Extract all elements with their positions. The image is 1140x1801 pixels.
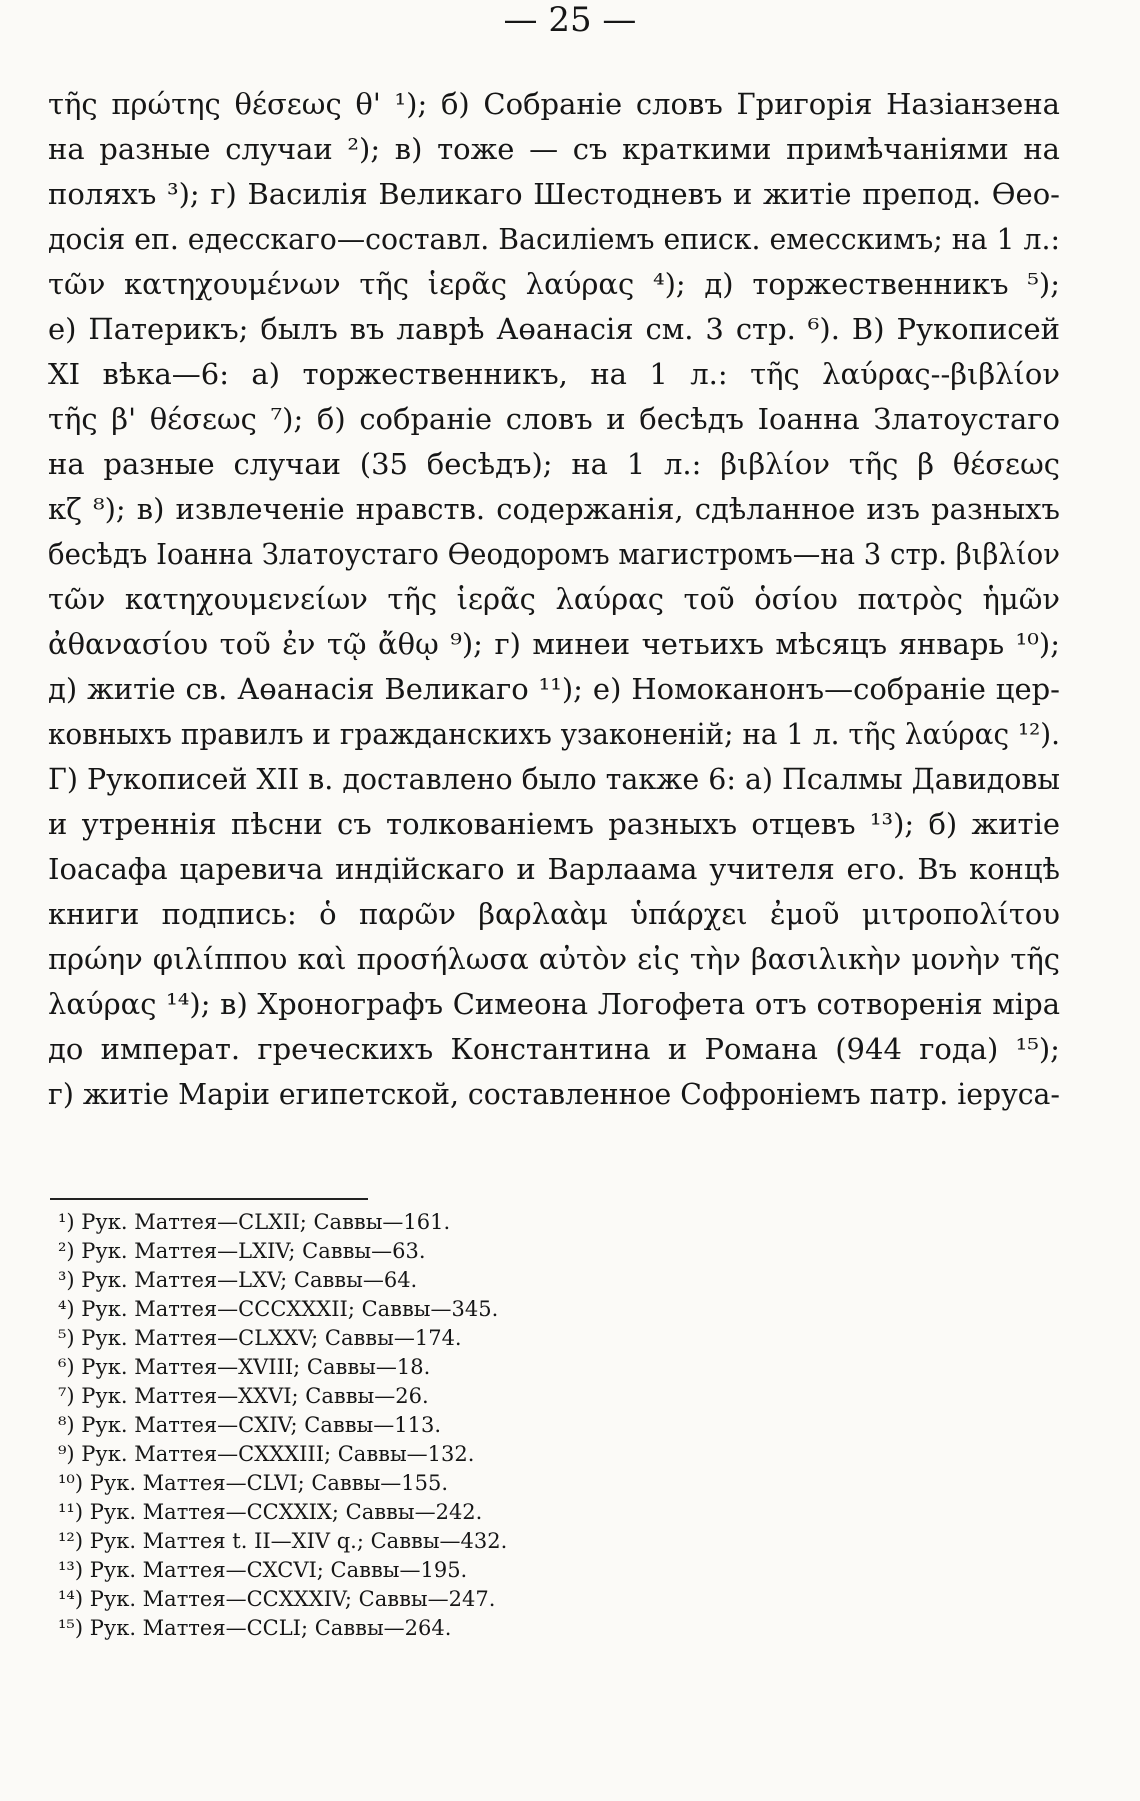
body-line: XI вѣка—6: а) торжественникъ, на 1 л.: τῆς λαύρας--βιβλίον — [48, 357, 1060, 391]
footnote: ⁶) Рук. Маттея—XVIII; Саввы—18. — [58, 1355, 431, 1379]
body-line: λαύρας ¹⁴); в) Хронографъ Симеона Логофета отъ сотворенія міра — [48, 987, 1060, 1021]
body-line: книги подпись: ὁ παρῶν βαρλαὰμ ὑπάρχει ἐμοῦ μιτροπολίτου — [48, 897, 1060, 931]
body-line: д) житіе св. Аөанасія Великаго ¹¹); е) Номоканонъ—собраніе цер- — [48, 672, 1060, 706]
footnote: ¹²) Рук. Маттея t. II—XIV q.; Саввы—432. — [58, 1529, 508, 1553]
body-line: τῆς β' θέσεως ⁷); б) собраніе словъ и бесѣдъ Іоанна Златоустаго — [48, 402, 1060, 436]
body-line: κζ ⁸); в) извлеченіе нравств. содержанія, сдѣланное изъ разныхъ — [48, 492, 1060, 526]
footnote: ²) Рук. Маттея—LXIV; Саввы—63. — [58, 1239, 426, 1263]
body-line: и утреннія пѣсни съ толкованіемъ разныхъ отцевъ ¹³); б) житіе — [48, 807, 1060, 841]
footnote: ⁴) Рук. Маттея—CCCXXXII; Саввы—345. — [58, 1297, 499, 1321]
footnote-divider — [50, 1198, 368, 1200]
body-line: бесѣдъ Іоанна Златоустаго Өеодоромъ магистромъ—на 3 стр. βιβλίον — [48, 537, 1060, 571]
footnote: ⁹) Рук. Маттея—CXXXIII; Саввы—132. — [58, 1442, 475, 1466]
footnote: ¹¹) Рук. Маттея—CCXXIX; Саввы—242. — [58, 1500, 483, 1524]
body-line: Іоасафа царевича индійскаго и Варлаама учителя его. Въ концѣ — [48, 852, 1060, 886]
page-number: — 25 — — [503, 0, 637, 40]
footnote: ⁸) Рук. Маттея—CXIV; Саввы—113. — [58, 1413, 442, 1437]
footnote: ⁵) Рук. Маттея—CLXXV; Саввы—174. — [58, 1326, 462, 1350]
footnote: ¹⁴) Рук. Маттея—CCXXXIV; Саввы—247. — [58, 1587, 496, 1611]
body-text — [48, 82, 1060, 1117]
body-line: ἀθανασίου τοῦ ἐν τῷ ἄθῳ ⁹); г) минеи четьихъ мѣсяцъ январь ¹⁰); — [48, 627, 1060, 661]
body-line: τῶν κατηχουμένων τῆς ἱερᾶς λαύρας ⁴); д) торжественникъ ⁵); — [48, 267, 1060, 301]
body-line: πρώην φιλίππου καὶ προσήλωσα αὐτὸν εἰς τὴν βασιλικὴν μονὴν τῆς — [48, 942, 1060, 976]
footnote: ¹) Рук. Маттея—CLXII; Саввы—161. — [58, 1210, 451, 1234]
footnote: ¹⁵) Рук. Маттея—CCLI; Саввы—264. — [58, 1616, 452, 1640]
body-line: Г) Рукописей XII в. доставлено было также 6: а) Псалмы Давидовы — [48, 762, 1060, 796]
body-line: поляхъ ³); г) Василія Великаго Шестодневъ и житіе препод. Өео- — [48, 177, 1060, 211]
footnote: ⁷) Рук. Маттея—XXVI; Саввы—26. — [58, 1384, 429, 1408]
body-line: τῶν κατηχουμενείων τῆς ἱερᾶς λαύρας τοῦ ὁσίου πατρὸς ἡμῶν — [48, 582, 1060, 616]
body-line: ковныхъ правилъ и гражданскихъ узаконеній; на 1 л. τῆς λαύρας ¹²). — [48, 717, 1060, 751]
footnotes — [58, 1208, 758, 1643]
body-line: е) Патерикъ; былъ въ лаврѣ Аөанасія см. 3 стр. ⁶). В) Рукописей — [48, 312, 1060, 346]
body-line: до императ. греческихъ Константина и Романа (944 года) ¹⁵); — [48, 1032, 1060, 1066]
footnote: ¹³) Рук. Маттея—CXCVI; Саввы—195. — [58, 1558, 468, 1582]
footnote: ³) Рук. Маттея—LXV; Саввы—64. — [58, 1268, 418, 1292]
body-line: τῆς πρώτης θέσεως θ' ¹); б) Собраніе словъ Григорія Назіанзена — [48, 87, 1060, 121]
body-line: г) житіе Маріи египетской, составленное Софроніемъ патр. іеруса- — [48, 1077, 1060, 1111]
body-line: досія еп. едесскаго—составл. Василіемъ еписк. емесскимъ; на 1 л.: — [48, 222, 1060, 256]
footnote: ¹⁰) Рук. Маттея—CLVI; Саввы—155. — [58, 1471, 449, 1495]
body-line: на разные случаи ²); в) тоже — съ краткими примѣчаніями на — [48, 132, 1060, 166]
body-line: на разные случаи (35 бесѣдъ); на 1 л.: βιβλίον τῆς β θέσεως — [48, 447, 1060, 481]
